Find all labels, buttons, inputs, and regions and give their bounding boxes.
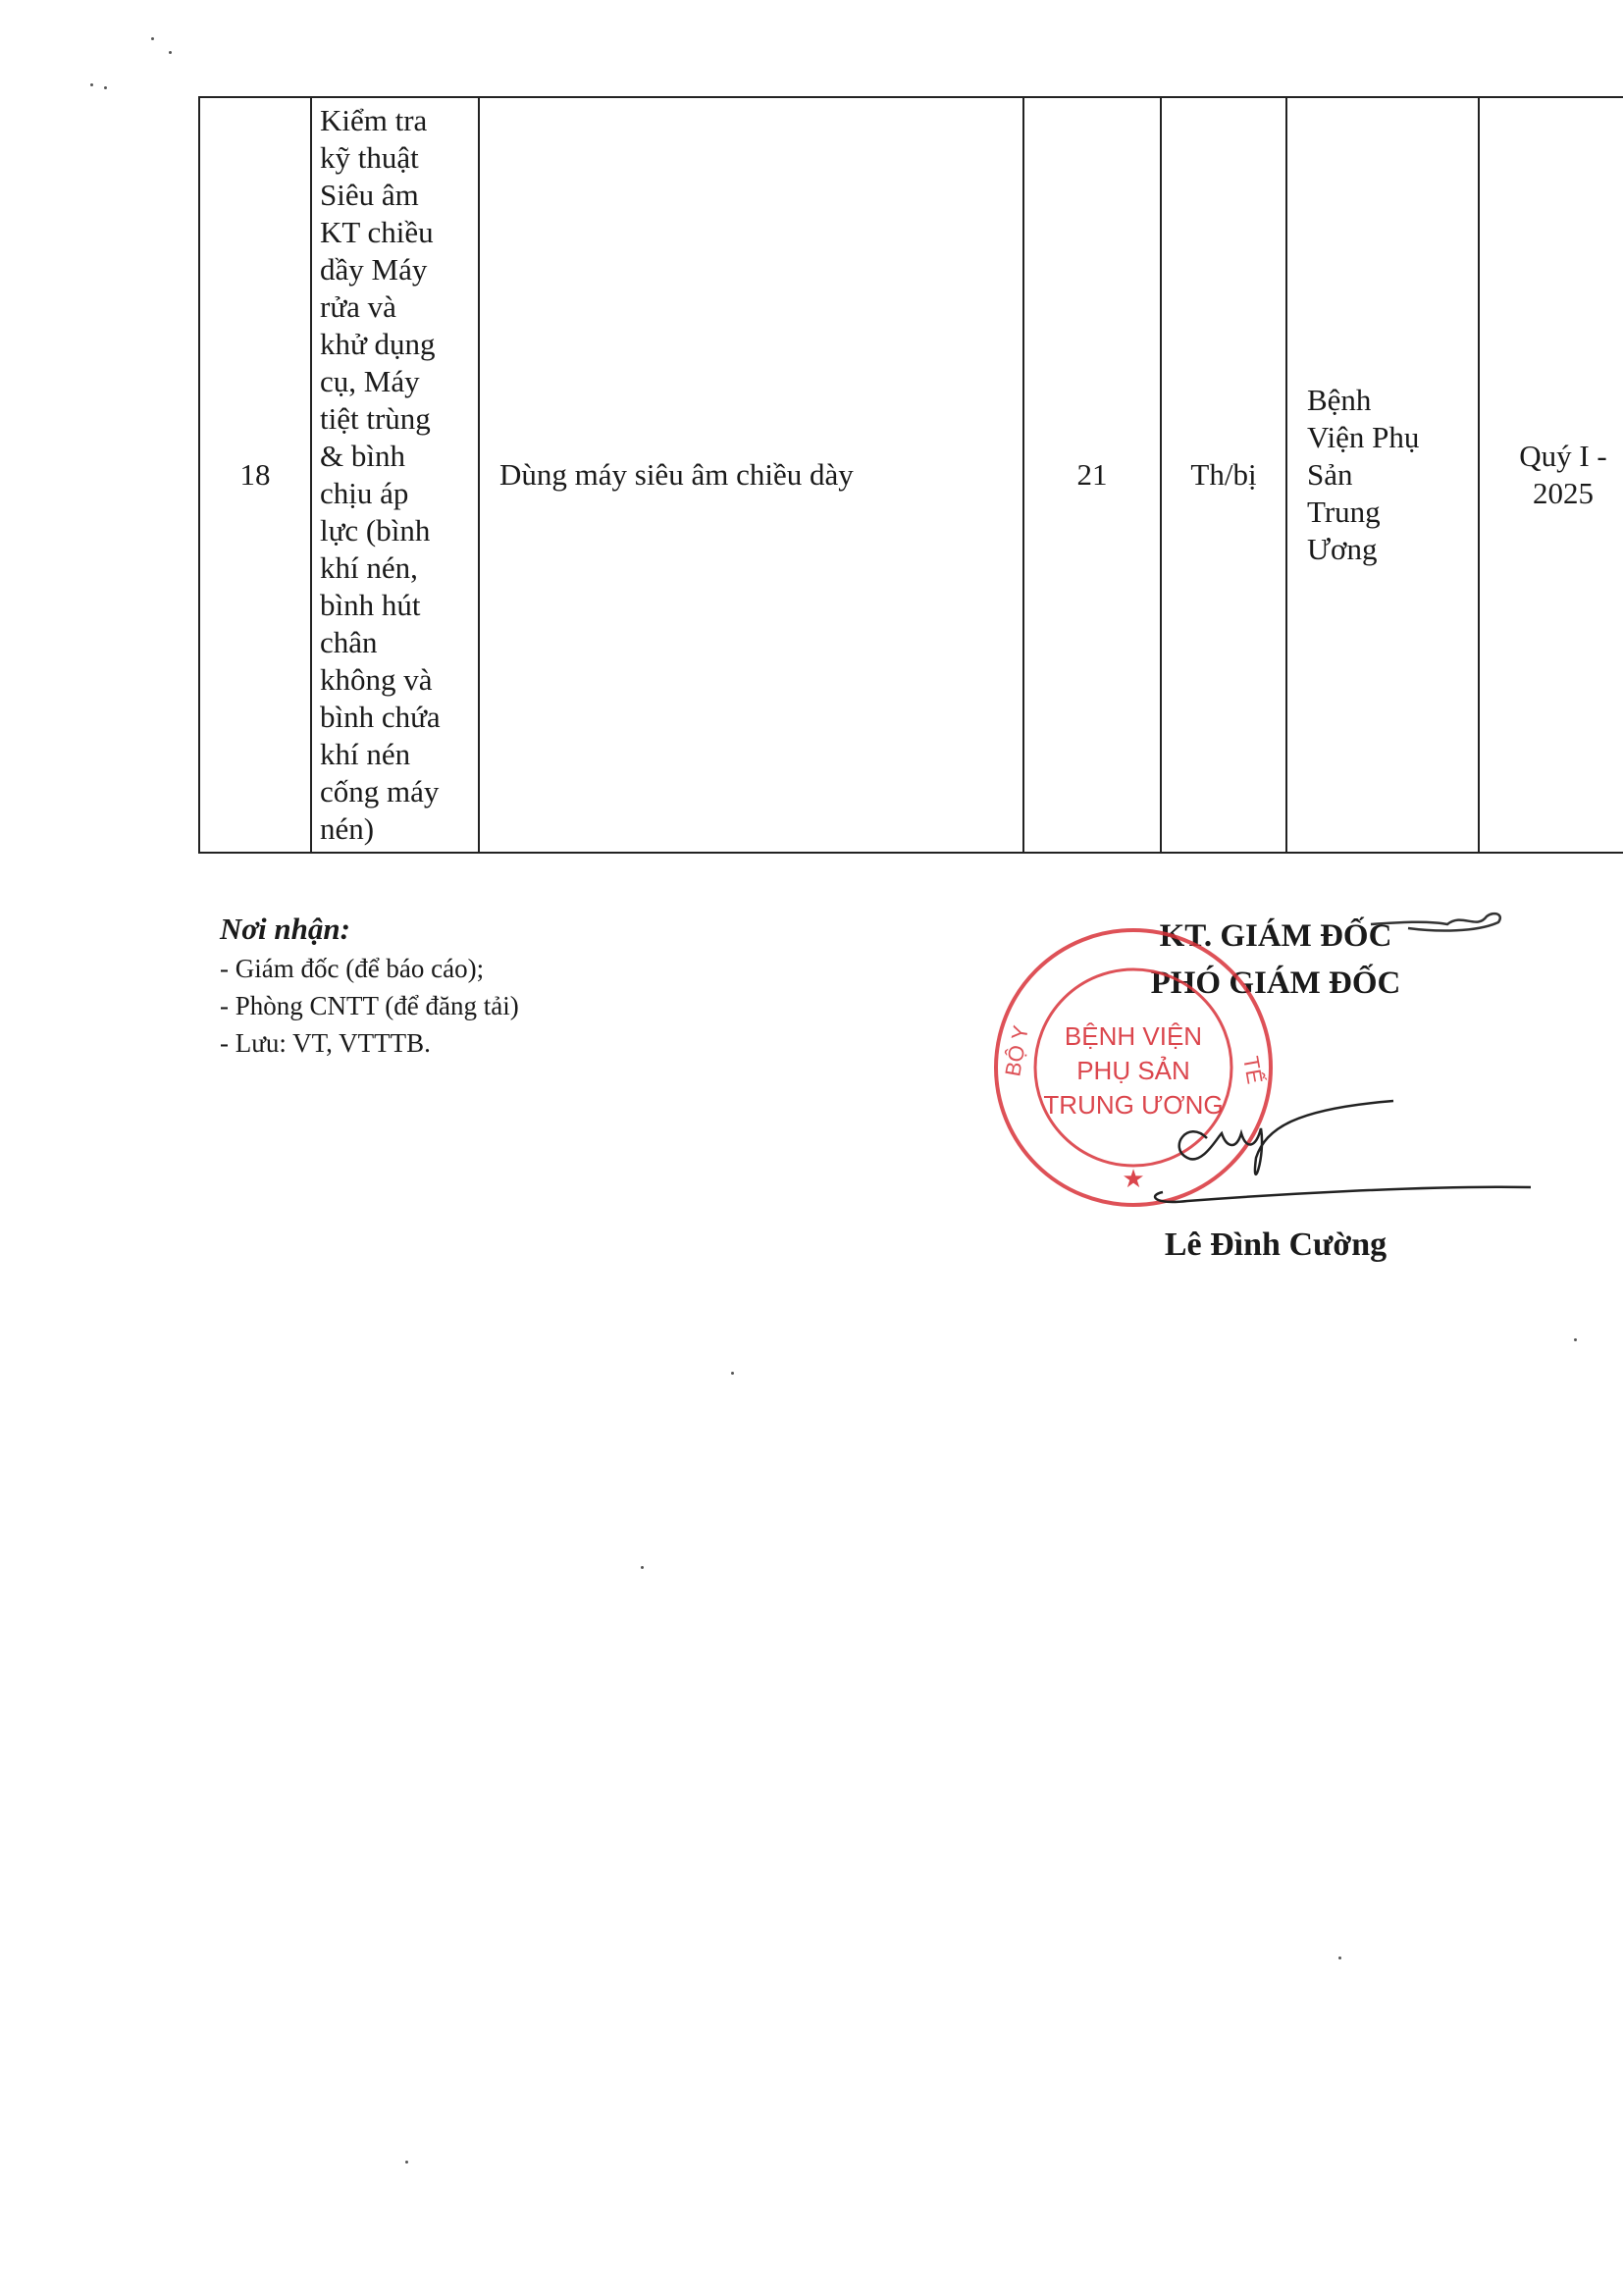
equipment-table [198, 96, 1623, 854]
stamp-star-icon: ★ [1122, 1164, 1145, 1193]
place-text: Bệnh Viện Phụ Sản Trung Ương [1307, 383, 1420, 566]
inspection-name-text: Kiểm tra kỹ thuật Siêu âm KT chiều dầy Máy rửa và khử dụng cụ, Máy tiệt trùng & bình chịu áp lực (bình khí nén, bình hút chân không và bình chứa khí nén cống máy nén) [320, 103, 441, 846]
inspection-name-cell [311, 97, 479, 853]
scan-speck [104, 86, 107, 89]
scan-speck [90, 83, 93, 86]
time-cell [1479, 97, 1623, 853]
scan-speck [151, 37, 154, 40]
recipients-heading: Nơi nhận: [220, 912, 350, 946]
signature-title-line2: PHÓ GIÁM ĐỐC [1150, 965, 1401, 1001]
table-row [199, 97, 1623, 853]
signature-title-line1: KT. GIÁM ĐỐC [1159, 918, 1392, 954]
method-cell: Dùng máy siêu âm chiều dày [479, 97, 1023, 853]
time-text: Quý I - 2025 [1519, 439, 1607, 510]
place-cell [1286, 97, 1479, 853]
scan-speck [169, 51, 172, 54]
row-number-cell: 18 [199, 97, 311, 853]
scan-speck [1338, 1957, 1341, 1959]
stamp-line1: BỆNH VIỆN [1064, 1021, 1203, 1051]
handwritten-signature [1128, 1079, 1550, 1217]
recipients-block [220, 911, 519, 1062]
stamp-line2: PHỤ SẢN [1076, 1056, 1190, 1085]
scan-speck [641, 1566, 644, 1569]
stamp-ring-left: BỘ Y [1000, 1023, 1033, 1078]
scan-speck [405, 2161, 408, 2164]
quantity-cell: 21 [1023, 97, 1161, 853]
recipient-item: - Giám đốc (để báo cáo); [220, 954, 485, 983]
scan-speck [731, 1372, 734, 1375]
initials-scribble [1369, 903, 1506, 942]
signer-name: Lê Đình Cường [1164, 1226, 1387, 1263]
recipient-item: - Lưu: VT, VTTTB. [220, 1028, 431, 1058]
stamp-ring-right: TẾ [1238, 1054, 1268, 1086]
stamp-line3: TRUNG ƯƠNG [1043, 1090, 1224, 1120]
recipient-item: - Phòng CNTT (để đăng tải) [220, 991, 519, 1020]
unit-cell: Th/bị [1161, 97, 1286, 853]
scan-speck [1574, 1338, 1577, 1341]
